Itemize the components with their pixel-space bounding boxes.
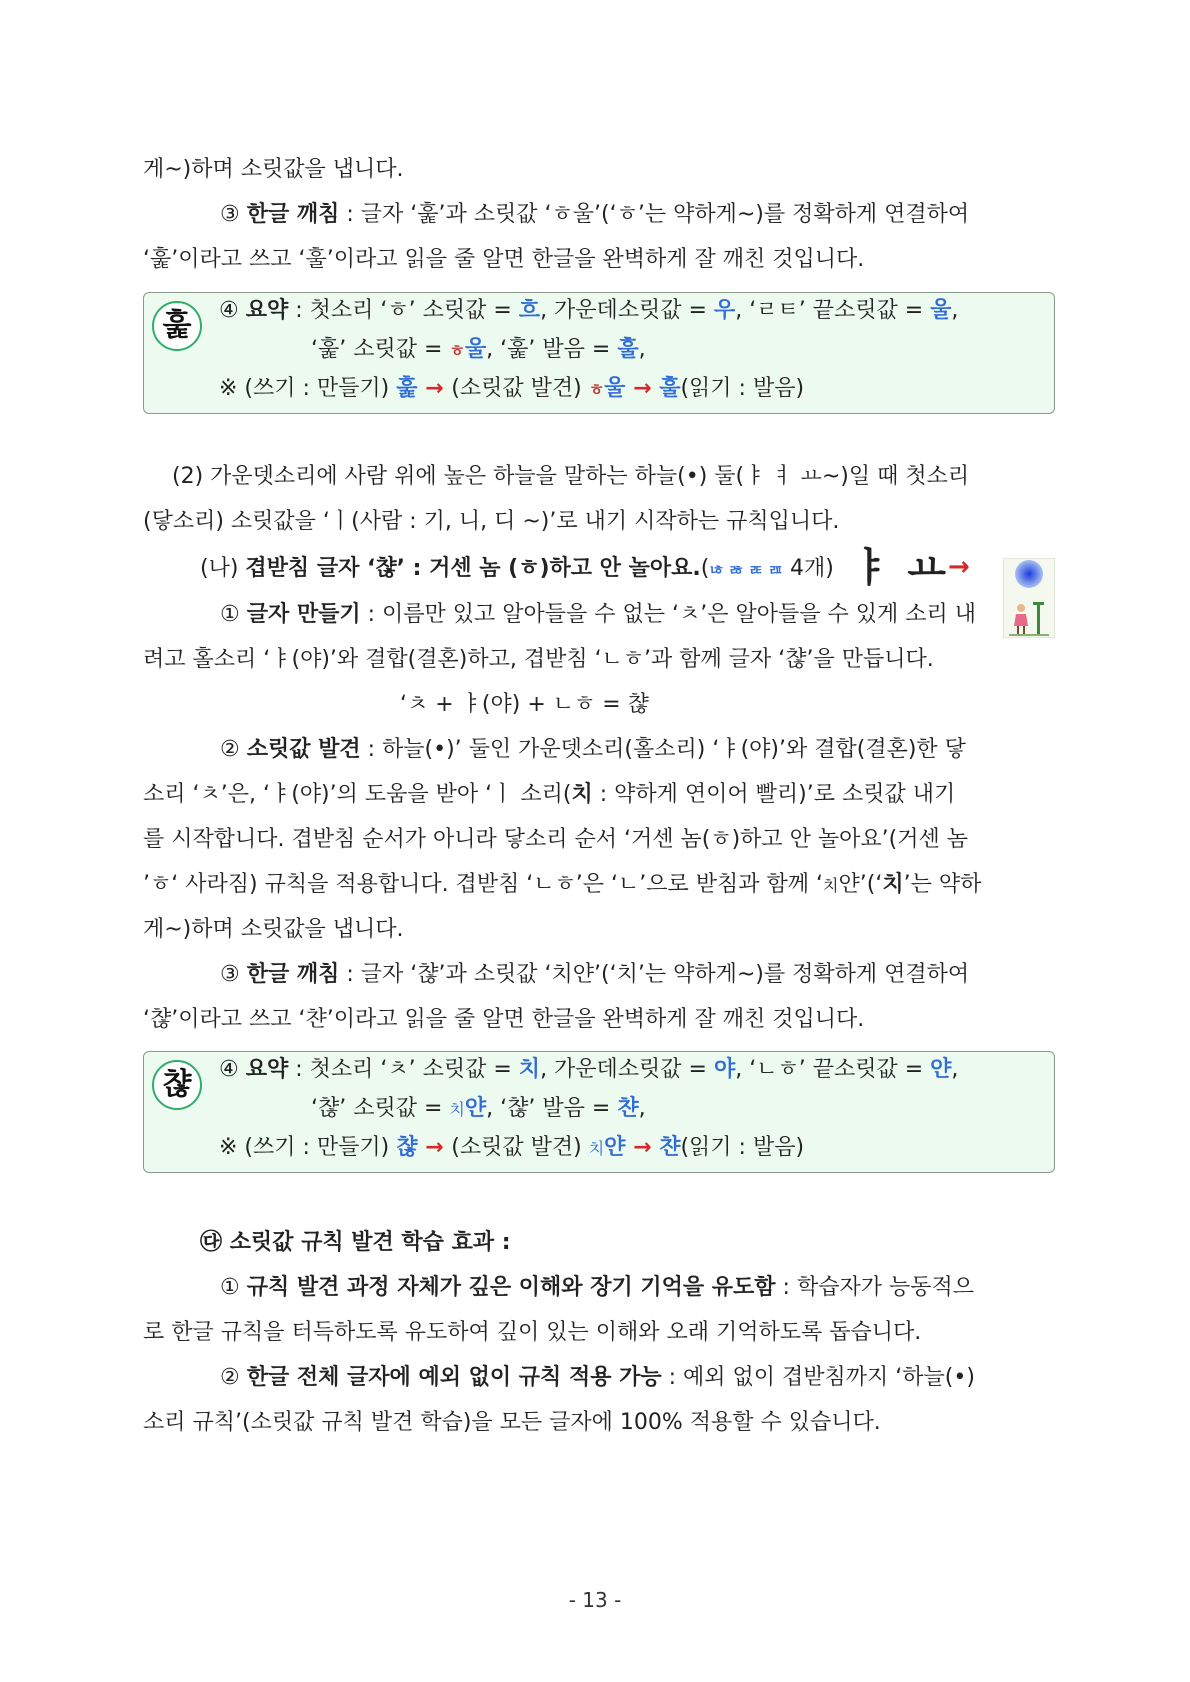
summary-box	[143, 1051, 1055, 1173]
text-line: (2) 가운뎃소리에 사람 위에 높은 하늘을 말하는 하늘(•) 둘(ㅑ ㅕ ㅛ~)일 때 첫소리	[172, 464, 970, 489]
text-line: (닿소리) 소릿값을 ‘ㅣ(사람 : 기, 니, 디 ~)’로 내기 시작하는 규칙입니다.	[143, 509, 840, 534]
text-line: 소리 ‘ㅊ’은, ‘ㅑ(야)’의 도움을 받아 ‘ㅣ 소리(치 : 약하게 연이어 빨리)’로 소릿값 내기	[143, 782, 956, 807]
page-number: - 13 -	[568, 1588, 622, 1612]
text-line: ① 글자 만들기 : 이름만 있고 알아들을 수 없는 ‘ㅊ’은 알아들을 수 있게 소리 내	[220, 602, 977, 627]
text-line: ’ㅎ‘ 사라짐) 규칙을 적용합니다. 겹받침 ‘ㄴㅎ’은 ‘ㄴ’으로 받침과 함께 ‘치얀’(‘치’는 약하	[143, 872, 982, 897]
text-line: 를 시작합니다. 겹받침 순서가 아니라 닿소리 순서 ‘거센 놈(ㅎ)하고 안 놀아요’(거센 놈	[143, 827, 968, 852]
section-heading: ㉰ 소릿값 규칙 발견 학습 효과 :	[200, 1230, 511, 1255]
text-line: ② 한글 전체 글자에 예외 없이 규칙 적용 가능 : 예외 없이 겹받침까지 ‘하늘(•)	[220, 1365, 975, 1390]
text-line: 소리 규칙’(소릿값 규칙 발견 학습)을 모든 글자에 100% 적용할 수 있습니다.	[143, 1410, 881, 1435]
summary-row: ‘훑’ 소릿값 = ㅎ울, ‘훑’ 발음 = 훌,	[311, 337, 646, 362]
summary-row: ④ 요약 : 첫소리 ‘ㅊ’ 소릿값 = 치, 가운데소릿값 = 야, ‘ㄴㅎ’ 끝소릿값 = 얀,	[219, 1057, 959, 1082]
summary-row: ※ (쓰기 : 만들기) 챦 → (소릿값 발견) 치얀 → 챤(읽기 : 발음)	[219, 1135, 805, 1160]
text-line: 게~)하며 소릿값을 냅니다.	[143, 917, 404, 942]
text-line: ‘챦’이라고 쓰고 ‘챤’이라고 읽을 줄 알면 한글을 완벽하게 잘 깨친 것입니다.	[143, 1007, 865, 1032]
text-line: 로 한글 규칙을 터득하도록 유도하여 깊이 있는 이해와 오래 기억하도록 돕습니다.	[143, 1320, 922, 1345]
summary-row: ‘챦’ 소릿값 = 치얀, ‘챦’ 발음 = 챤,	[311, 1096, 646, 1121]
text-line: ‘훑’이라고 쓰고 ‘훌’이라고 읽을 줄 알면 한글을 완벽하게 잘 깨친 것입니다.	[143, 247, 865, 272]
text-line: ① 규칙 발견 과정 자체가 깊은 이해와 장기 기억을 유도함 : 학습자가 능동적으	[220, 1275, 974, 1300]
formula-line: ‘ㅊ + ㅑ(야) + ㄴㅎ = 챦	[400, 692, 649, 717]
text-line: ③ 한글 깨침 : 글자 ‘챦’과 소릿값 ‘치얀’(‘치’는 약하게~)를 정확하게 연결하여	[220, 962, 970, 987]
bold-term: 한글 깨침	[246, 202, 340, 227]
text-line: 게~)하며 소릿값을 냅니다.	[143, 157, 404, 182]
subheading-line: (나) 겹받침 글자 ‘챦’ : 거센 놈 (ㅎ)하고 안 놀아요.(ㄶ ㅀ ㄾ ㄿ 4개) ㅑ ㅛ→	[200, 545, 970, 591]
summary-row: ④ 요약 : 첫소리 ‘ㅎ’ 소릿값 = 흐, 가운데소릿값 = 우, ‘ㄹㅌ’ 끝소릿값 = 울,	[219, 298, 959, 323]
arrow-icon: →	[948, 552, 970, 582]
text-line: ③ 한글 깨침 : 글자 ‘훑’과 소릿값 ‘ㅎ울’(‘ㅎ’는 약하게~)를 정확하게 연결하여	[220, 202, 970, 227]
text-line: 려고 홀소리 ‘ㅑ(야)’와 결합(결혼)하고, 겹받침 ‘ㄴㅎ’과 함께 글자 ‘챦’을 만듭니다.	[143, 647, 934, 672]
summary-row: ※ (쓰기 : 만들기) 훑 → (소릿값 발견) ㅎ울 → 훌(읽기 : 발음)	[219, 376, 805, 401]
text-line: ② 소릿값 발견 : 하늘(•)’ 둘인 가운뎃소리(홀소리) ‘ㅑ(야)’와 결합(결혼)한 닿	[220, 737, 966, 762]
summary-box	[143, 292, 1055, 414]
letter-badge: 챦	[152, 1060, 202, 1110]
letter-badge: 훑	[152, 301, 202, 351]
vowel-glyphs: ㅑ ㅛ	[850, 545, 948, 591]
